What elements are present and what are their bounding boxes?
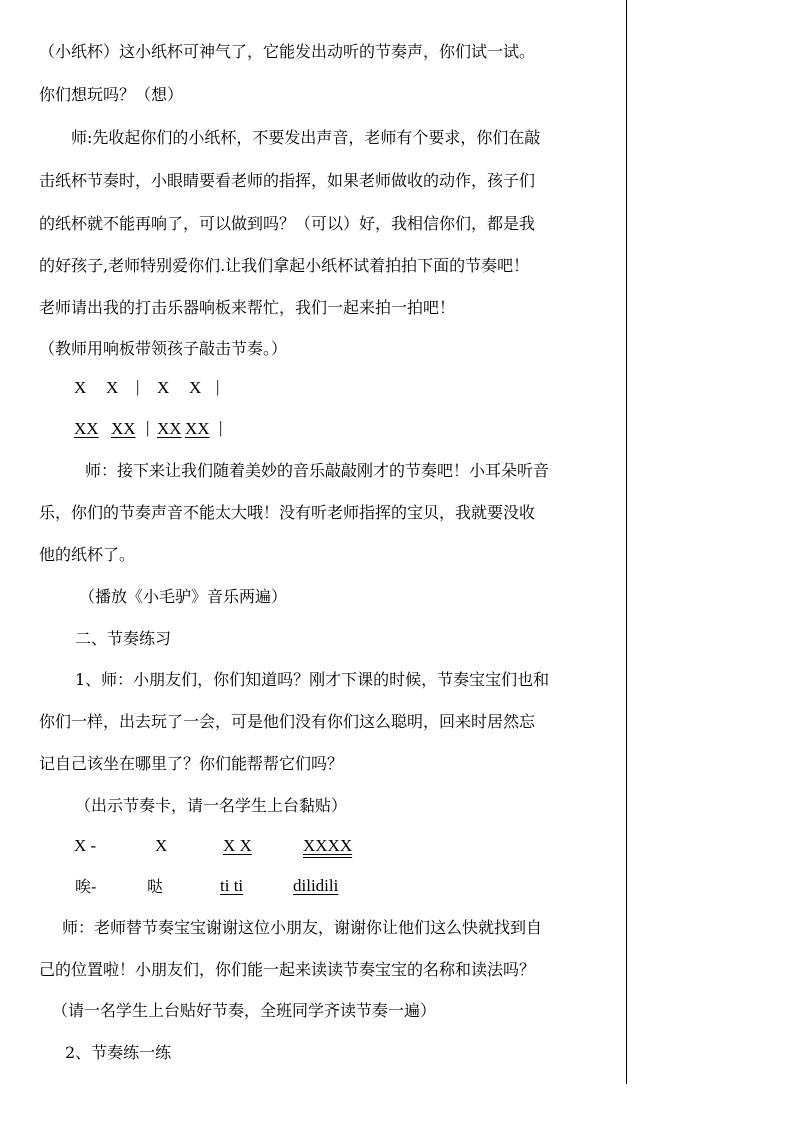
bar-line: | bbox=[136, 377, 140, 396]
text-line: 的好孩子,老师特别爱你们.让我们拿起小纸杯试着拍拍下面的节奏吧！ bbox=[39, 256, 530, 275]
text-line: 己的位置啦！小朋友们，你们能一起来读读节奏宝宝的名称和读法吗？ bbox=[39, 960, 536, 979]
text-line: 的纸杯就不能再响了，可以做到吗？（可以）好，我相信你们，都是我 bbox=[39, 214, 536, 233]
section-heading: 二、节奏练习 bbox=[75, 629, 172, 648]
text-line: （小纸杯）这小纸杯可神气了，它能发出动听的节奏声，你们试一试。 bbox=[39, 42, 536, 61]
text-line: 师：接下来让我们随着美妙的音乐敲敲刚才的节奏吧！小耳朵听音 bbox=[85, 461, 550, 480]
text-line: 你们一样，出去玩了一会，可是他们没有你们这么聪明，回来时居然忘 bbox=[39, 712, 536, 731]
rhythm-card-note: X - bbox=[74, 836, 97, 855]
text-line: 老师请出我的打击乐器响板来帮忙，我们一起来拍一拍吧！ bbox=[39, 298, 456, 317]
text-line: （播放《小毛驴》音乐两遍） bbox=[79, 587, 288, 606]
rhythm-card-reading: 唉- bbox=[75, 877, 97, 896]
text-line: 你们想玩吗？（想） bbox=[39, 85, 184, 104]
rhythm-note: XX bbox=[74, 419, 99, 438]
text-line: 1、师：小朋友们，你们知道吗？刚才下课的时候，节奏宝宝们也和 bbox=[75, 670, 550, 689]
rhythm-note: X bbox=[74, 378, 87, 397]
text-line: （出示节奏卡，请一名学生上台黏贴） bbox=[75, 796, 348, 815]
text-line: （请一名学生上台贴好节奏，全班同学齐读节奏一遍） bbox=[52, 1001, 437, 1020]
rhythm-note: X bbox=[106, 378, 119, 397]
text-line: 他的纸杯了。 bbox=[39, 545, 136, 564]
text-line: 师：老师替节奏宝宝谢谢这位小朋友，谢谢你让他们这么快就找到自 bbox=[62, 918, 543, 937]
section-heading: 2、节奏练一练 bbox=[65, 1043, 172, 1062]
rhythm-card-reading: dilidili bbox=[293, 876, 339, 895]
text-line: 击纸杯节奏时，小眼睛要看老师的指挥，如果老师做收的动作，孩子们 bbox=[39, 171, 536, 190]
bar-line: | bbox=[219, 418, 223, 437]
rhythm-card-note: X X bbox=[223, 836, 252, 855]
rhythm-card-note: XXXX bbox=[303, 836, 353, 855]
text-line: 乐，你们的节奏声音不能太大哦！没有听老师指挥的宝贝，我就要没收 bbox=[39, 503, 536, 522]
margin-rule bbox=[626, 0, 627, 1084]
rhythm-card-note: X bbox=[155, 836, 168, 855]
rhythm-note: XX bbox=[111, 419, 136, 438]
text-line: 记自己该坐在哪里了？你们能帮帮它们吗？ bbox=[39, 754, 344, 773]
text-line: （教师用响板带领孩子敲击节奏。） bbox=[39, 339, 288, 358]
rhythm-card-reading: ti ti bbox=[220, 876, 244, 895]
rhythm-note: XX bbox=[185, 419, 210, 438]
rhythm-note: X bbox=[157, 378, 170, 397]
bar-line: | bbox=[216, 377, 220, 396]
rhythm-note: X bbox=[189, 378, 202, 397]
text-line: 师:先收起你们的小纸杯，不要发出声音，老师有个要求，你们在敲 bbox=[71, 128, 541, 147]
bar-line: | bbox=[146, 418, 150, 437]
rhythm-card-reading: 哒 bbox=[147, 877, 164, 896]
rhythm-note: XX bbox=[157, 419, 182, 438]
